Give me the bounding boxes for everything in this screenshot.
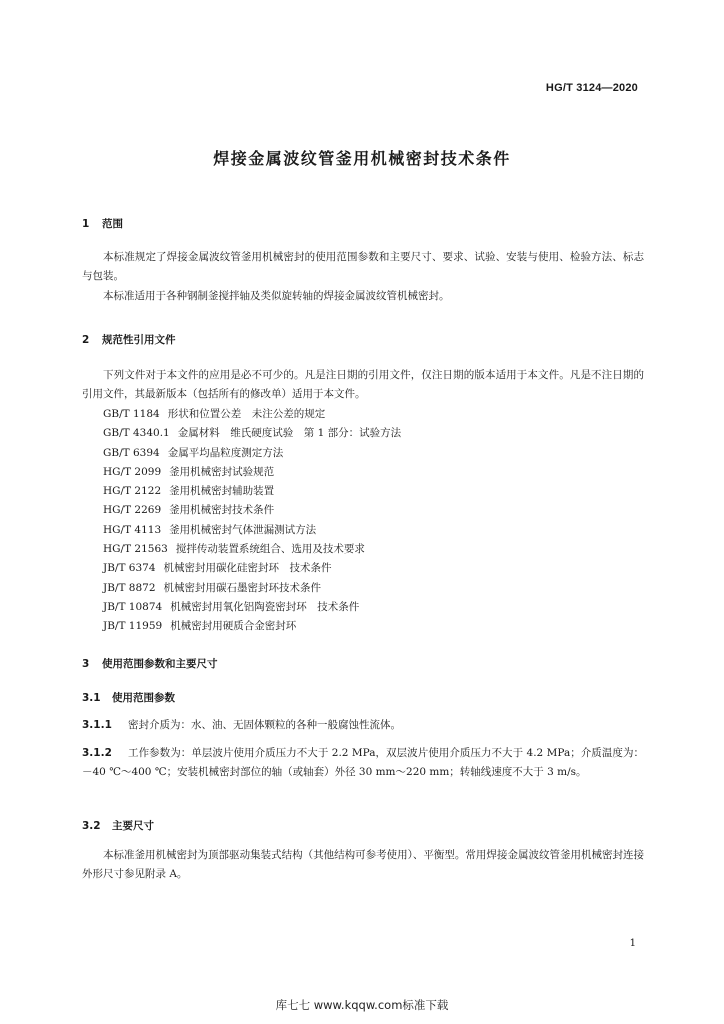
section-1-paragraph-1: 本标准规定了焊接金属波纹管釜用机械密封的使用范围参数和主要尺寸、要求、试验、安装与使用、检验方法、标志与包装。 [82,251,644,282]
reference-item [103,444,401,463]
section-title: 范围 [102,218,123,230]
reference-title: 釜用机械密封试验规范 [169,465,275,478]
reference-title: 釜用机械密封辅助装置 [169,485,275,498]
reference-code: HG/T 21563 [103,543,168,556]
clause-3-1-1 [82,716,644,735]
reference-item [103,598,401,617]
section-1-heading [82,216,123,231]
section-title: 规范性引用文件 [102,334,176,346]
reference-title: 釜用机械密封技术条件 [169,504,275,517]
reference-title: 搅拌传动装置系统组合、选用及技术要求 [175,543,365,556]
reference-item [103,463,401,482]
reference-title: 机械密封用碳化硅密封环 技术条件 [163,562,332,575]
section-2-heading [82,332,176,347]
reference-title: 金属材料 维氏硬度试验 第 1 部分：试验方法 [177,427,402,440]
reference-item [103,521,401,540]
section-title: 主要尺寸 [112,820,154,832]
section-number: 2 [82,334,90,346]
section-3-1-heading [82,690,175,705]
reference-code: HG/T 2269 [103,504,162,517]
reference-code: JB/T 6374 [103,562,156,575]
reference-code: HG/T 2099 [103,465,162,478]
reference-code: JB/T 11959 [103,620,163,633]
clause-text: 工作参数为：单层波片使用介质压力不大于 2.2 MPa，双层波片使用介质压力不大于 4.2 MPa；介质温度为：－40 ℃～400 ℃；安装机械密封部位的轴（或轴套）外径 30 mm～220 mm；转轴线速度不大于 3 m/s。 [82,747,644,778]
section-3-2-paragraph: 本标准釜用机械密封为顶部驱动集装式结构（其他结构可参考使用）、平衡型。常用焊接金属波纹管釜用机械密封连接外形尺寸参见附录 A。 [82,849,644,880]
reference-title: 机械密封用碳石墨密封环技术条件 [163,581,322,594]
reference-code: GB/T 4340.1 [103,427,170,440]
section-number: 3.2 [82,820,101,832]
reference-item [103,559,401,578]
standard-code: HG/T 3124—2020 [545,82,638,94]
section-number: 3.1 [82,692,101,704]
reference-item [103,501,401,520]
section-number: 3 [82,658,90,670]
section-title: 使用范围参数和主要尺寸 [102,658,218,670]
reference-item [103,540,401,559]
reference-title: 釜用机械密封气体泄漏测试方法 [169,523,317,536]
reference-title: 形状和位置公差 未注公差的规定 [167,408,326,420]
normative-references-list [103,405,401,637]
reference-item [103,579,401,598]
reference-title: 机械密封用氧化铝陶瓷密封环 技术条件 [170,600,360,613]
reference-code: JB/T 10874 [103,600,163,613]
reference-code: HG/T 4113 [103,523,162,536]
reference-code: GB/T 1184 [103,408,160,420]
clause-number: 3.1.1 [82,719,112,731]
reference-code: JB/T 8872 [103,581,156,594]
section-3-2-heading [82,818,154,833]
document-title: 焊接金属波纹管釜用机械密封技术条件 [213,149,511,168]
download-watermark: 库七七 www.kqqw.com标准下载 [275,998,449,1012]
section-3-heading [82,656,218,671]
reference-title: 金属平均晶粒度测定方法 [167,446,284,459]
reference-code: HG/T 2122 [103,485,162,498]
clause-3-1-2 [82,744,644,782]
page-number: 1 [629,938,636,949]
section-1-paragraph-2: 本标准适用于各种钢制釜搅拌轴及类似旋转轴的焊接金属波纹管机械密封。 [103,290,450,302]
reference-title: 机械密封用硬质合金密封环 [170,620,297,633]
clause-text: 密封介质为：水、油、无固体颗粒的各种一般腐蚀性流体。 [128,719,401,731]
clause-number: 3.1.2 [82,747,112,759]
section-title: 使用范围参数 [112,692,175,704]
reference-item [103,482,401,501]
reference-item [103,424,401,443]
reference-code: GB/T 6394 [103,446,160,459]
reference-item [103,405,401,424]
section-number: 1 [82,218,90,230]
section-2-intro: 下列文件对于本文件的应用是必不可少的。凡是注日期的引用文件，仅注日期的版本适用于本文件。凡是不注日期的引用文件，其最新版本（包括所有的修改单）适用于本文件。 [82,369,644,400]
reference-item [103,617,401,636]
